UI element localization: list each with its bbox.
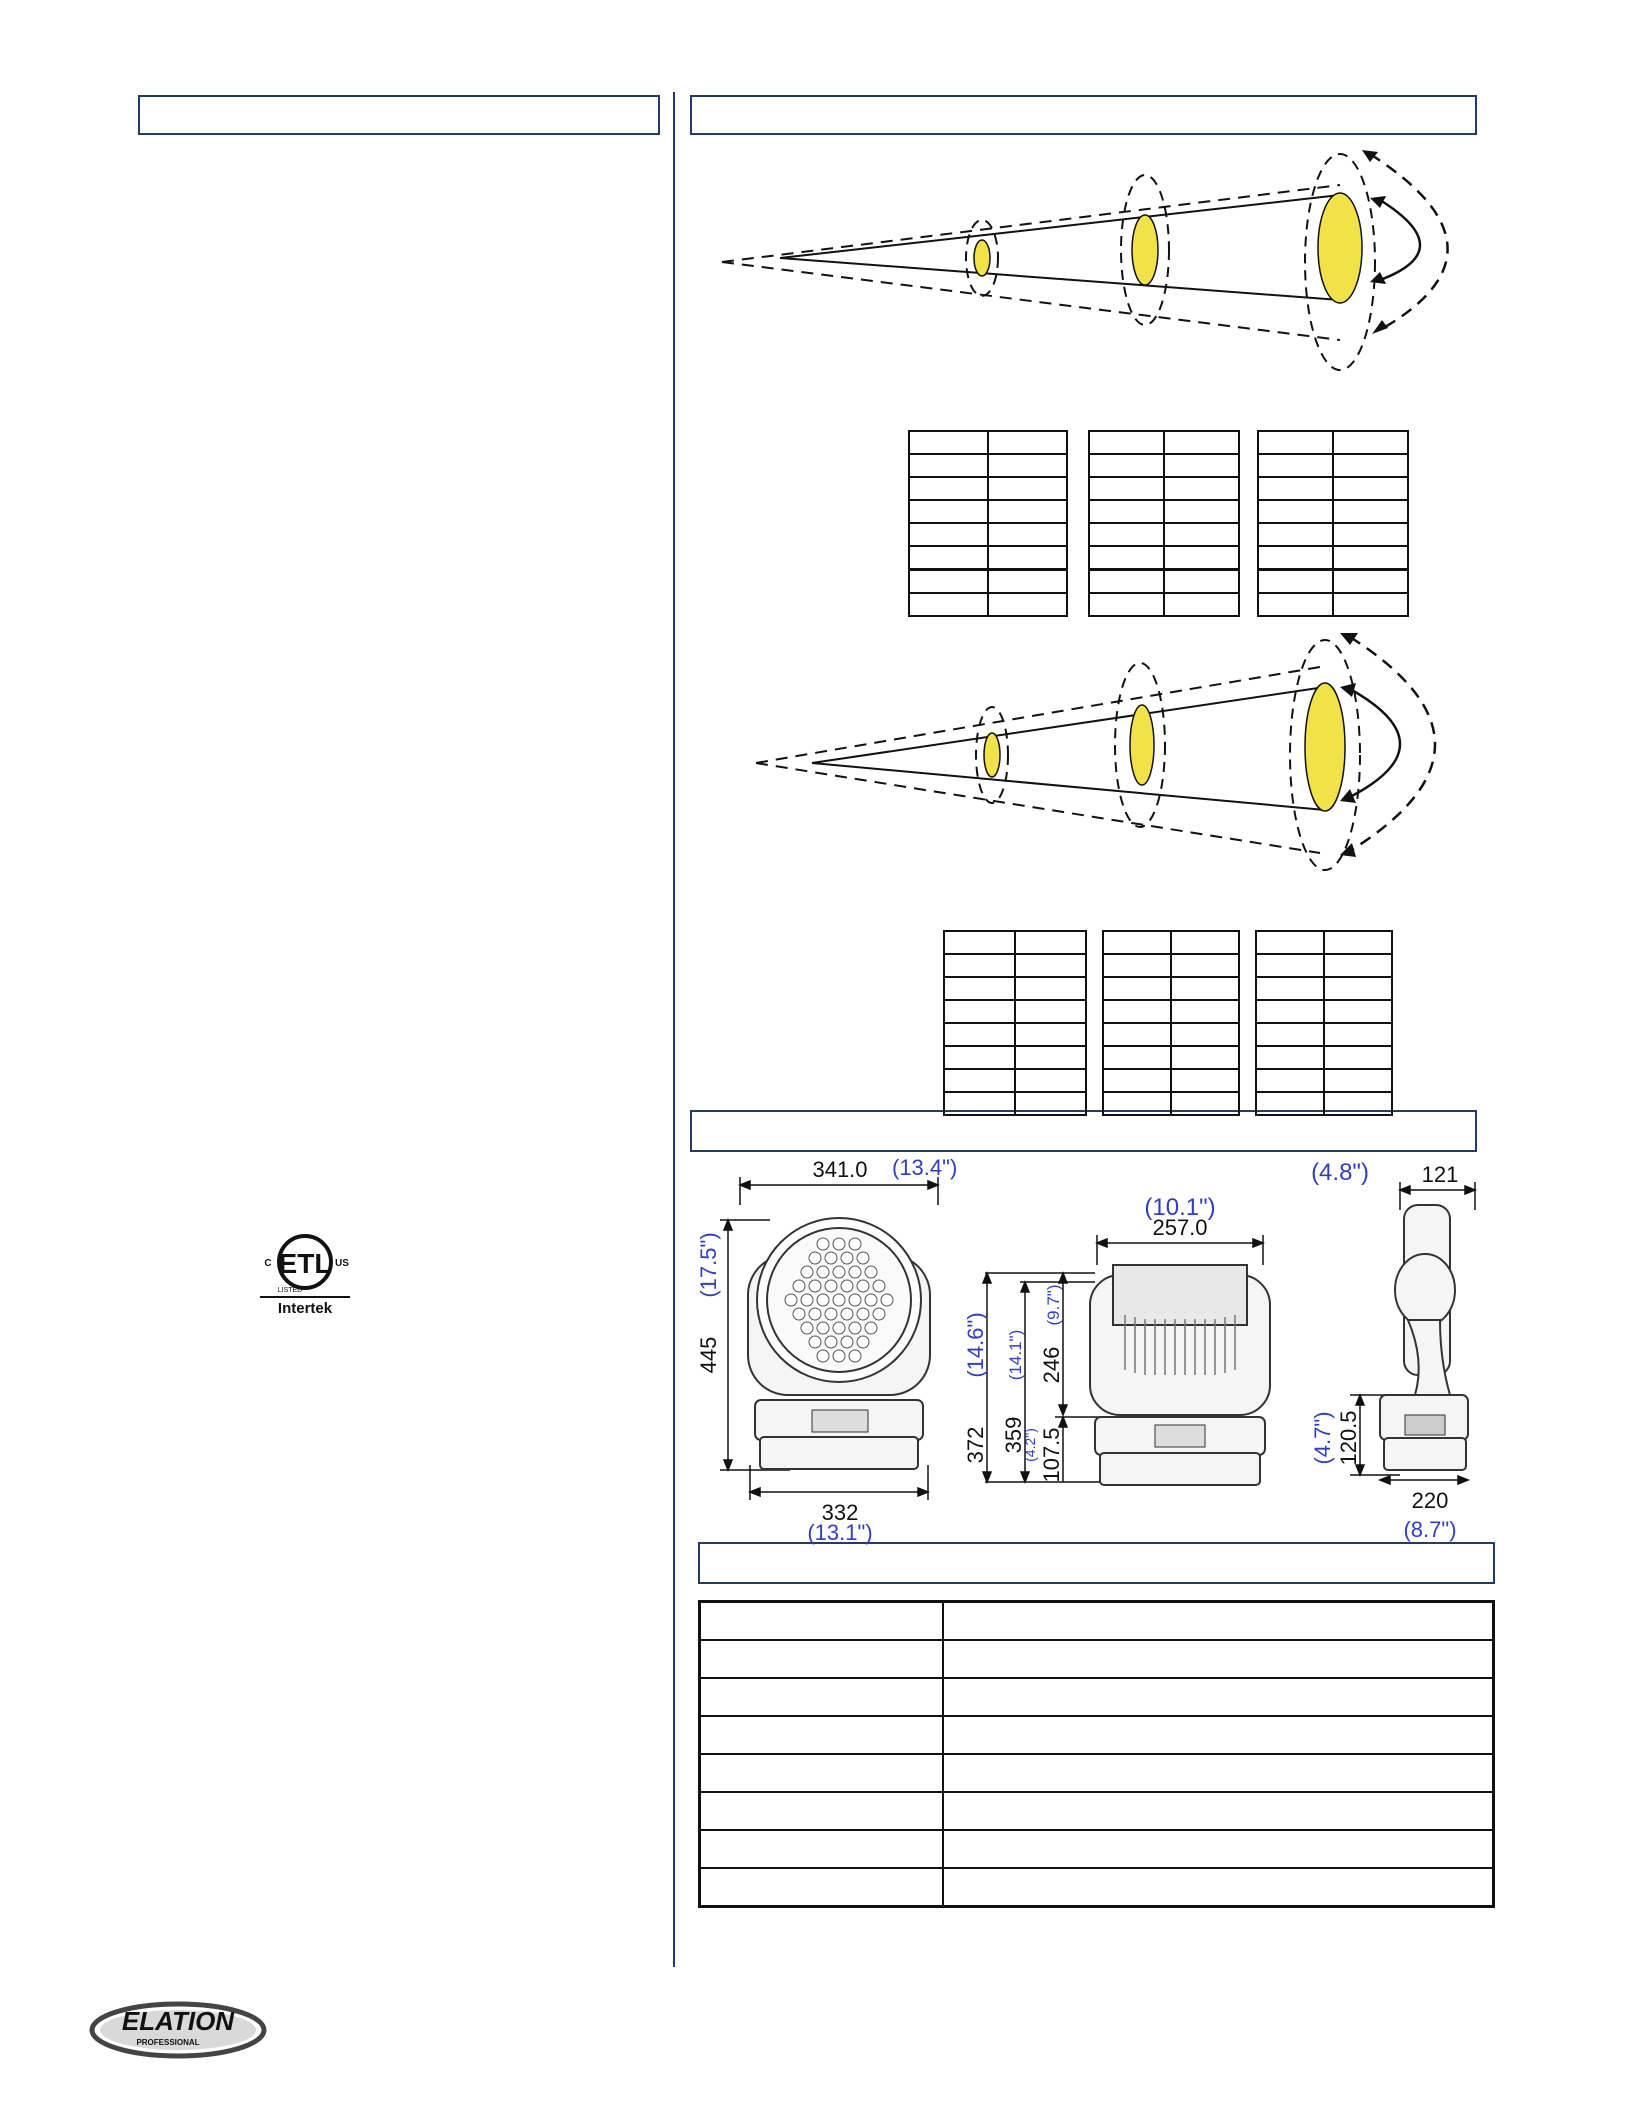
- table-row: [700, 1868, 1494, 1907]
- rear-width-mm: 257.0: [1152, 1215, 1208, 1240]
- side-base-h-mm: 120.5: [1336, 1410, 1361, 1466]
- beam-table-1c: [1257, 430, 1409, 617]
- rear-width-in: (10.1"): [1144, 1194, 1216, 1221]
- specifications-table: [698, 1600, 1495, 1908]
- rear-total-in: (14.6"): [963, 1312, 988, 1378]
- column-divider: [673, 92, 675, 1967]
- front-view-drawing: [690, 1155, 970, 1545]
- etl-mark: ETL: [278, 1248, 332, 1279]
- brand-name: ELATION: [121, 2006, 235, 2036]
- beam-spot-mid: [1132, 215, 1158, 285]
- beam-spot-near: [974, 240, 990, 276]
- rear-head-in: (9.7"): [1044, 1284, 1063, 1326]
- beam-table-1b: [1088, 430, 1240, 617]
- etl-right: US: [335, 1258, 349, 1269]
- table-row: [700, 1716, 1494, 1754]
- side-depth-mm: 220: [1411, 1488, 1449, 1513]
- etl-left: C: [264, 1258, 272, 1269]
- table-row: [700, 1640, 1494, 1678]
- beam-spot-mid: [1130, 705, 1154, 785]
- front-height-mm: 445: [696, 1336, 721, 1374]
- specifications-section-header: [698, 1542, 1495, 1584]
- beam-table-2c: [1255, 930, 1393, 1116]
- front-width-in: (13.4"): [892, 1155, 958, 1180]
- side-top-in: (4.8"): [1311, 1159, 1369, 1186]
- front-base-in: (13.1"): [807, 1520, 873, 1545]
- table-row: [700, 1830, 1494, 1868]
- left-section-header: [138, 95, 660, 135]
- rear-inner-mm: 359: [1001, 1416, 1026, 1454]
- rear-view-drawing: [963, 1155, 1295, 1495]
- brand-sub: PROFESSIONAL: [136, 2038, 200, 2047]
- front-base-mm: 332: [821, 1500, 859, 1525]
- side-base-h-in: (4.7"): [1310, 1411, 1335, 1465]
- table-row: [700, 1754, 1494, 1792]
- front-width-mm: 341.0: [812, 1157, 868, 1182]
- rear-total-mm: 372: [963, 1426, 988, 1464]
- intertek-label: Intertek: [277, 1300, 333, 1317]
- beam-section-header: [690, 95, 1477, 135]
- rear-inner-in: (14.1"): [1006, 1329, 1025, 1381]
- etl-certification-logo: [250, 1230, 370, 1320]
- side-depth-in: (8.7"): [1403, 1517, 1457, 1542]
- rear-base-mm: 107.5: [1039, 1427, 1064, 1483]
- beam-spot-far: [1305, 683, 1345, 811]
- table-row: [700, 1792, 1494, 1830]
- side-top-mm: 121: [1421, 1162, 1459, 1187]
- rear-head-mm: 246: [1039, 1346, 1064, 1384]
- elation-logo: [90, 1985, 270, 2070]
- beam-table-2b: [1102, 930, 1240, 1116]
- beam-angle-diagram-1: [700, 140, 1500, 370]
- side-view-drawing: [1300, 1150, 1480, 1545]
- beam-table-2a: [943, 930, 1087, 1116]
- table-row: [700, 1602, 1494, 1641]
- beam-spot-far: [1318, 193, 1362, 303]
- table-row: [700, 1678, 1494, 1716]
- beam-table-1a: [908, 430, 1068, 617]
- rear-base-in: (4.2"): [1022, 1428, 1038, 1462]
- beam-angle-diagram-2: [740, 625, 1500, 875]
- beam-spot-near: [984, 733, 1000, 777]
- etl-tag: LISTED: [277, 1287, 303, 1294]
- front-height-in: (17.5"): [696, 1232, 721, 1298]
- dimensions-section-header: [690, 1110, 1477, 1152]
